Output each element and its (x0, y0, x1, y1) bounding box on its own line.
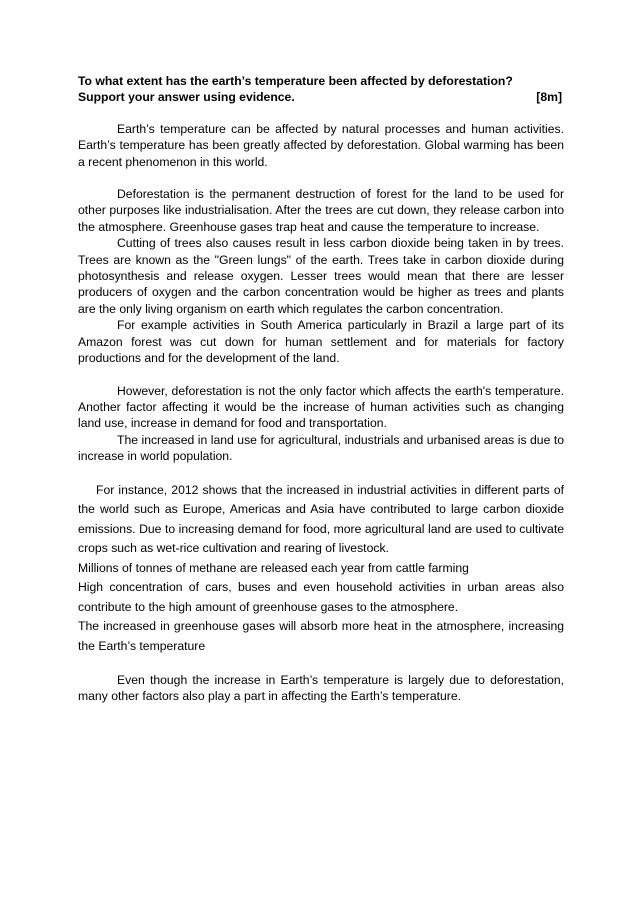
marks-allocation: [8m] (536, 90, 562, 105)
paragraph-conclusion: Even though the increase in Earth’s temperature is largely due to deforestation, many other factors also play a part in affecting the Earth’s temperature. (78, 673, 564, 704)
paragraph-green-lungs: Cutting of trees also causes result in less carbon dioxide being taken in by trees. Trees are known as the "Green lungs" of the earth. Trees take in carbon dioxide during photosynthesis and release oxygen. Lesser trees would mean that there are lesser producers of oxygen and the carbon concentration would be higher as trees and plants are the only living organism on earth which regulates the carbon concentration. (78, 236, 564, 316)
paragraph-deforestation-definition: Deforestation is the permanent destruction of forest for the land to be used for other purposes like industrialisation. After the trees are cut down, they release carbon into the atmosphere. Greenhouse gases trap heat and cause the temperature to increase. (78, 187, 564, 234)
essay-page (78, 73, 564, 705)
paragraph-other-factors: However, deforestation is not the only factor which affects the earth's temperature. Another factor affecting it would be the increase of human activities such as changing land use, increase in demand for food and transportation. (78, 383, 564, 431)
paragraph-methane: Millions of tonnes of methane are released each year from cattle farming (78, 560, 469, 575)
question-line-2: Support your answer using evidence. (78, 90, 295, 105)
paragraph-industrial-activities: For instance, 2012 shows that the increased in industrial activities in different parts of the world such as Europe, Americas and Asia have contributed to large carbon dioxide emissions. Due to increasing demand for food, more agricultural land are used to cultivate crops such as wet-rice cultivation and rearing of livestock. (78, 482, 564, 556)
paragraph-land-use: The increased in land use for agricultural, industrials and urbanised areas is due to increase in world population. (78, 432, 564, 464)
question-line-2-row (78, 89, 564, 105)
paragraph-amazon-example: For example activities in South America particularly in Brazil a large part of its Amazon forest was cut down for human settlement and for materials for factory productions and for the development of the land. (78, 318, 564, 366)
essay-question (78, 73, 564, 106)
paragraph-urban-vehicles: High concentration of cars, buses and even household activities in urban areas also contribute to the high amount of greenhouse gases to the atmosphere. (78, 580, 564, 614)
paragraph-intro: Earth’s temperature can be affected by natural processes and human activities. Earth’s temperature has been greatly affected by deforestation. Global warming has been a recent phenomenon in this world. (78, 121, 564, 169)
question-line-1: To what extent has the earth’s temperature been affected by deforestation? (78, 74, 513, 88)
paragraph-greenhouse-absorb: The increased in greenhouse gases will absorb more heat in the atmosphere, increasing the Earth’s temperature (78, 619, 564, 653)
